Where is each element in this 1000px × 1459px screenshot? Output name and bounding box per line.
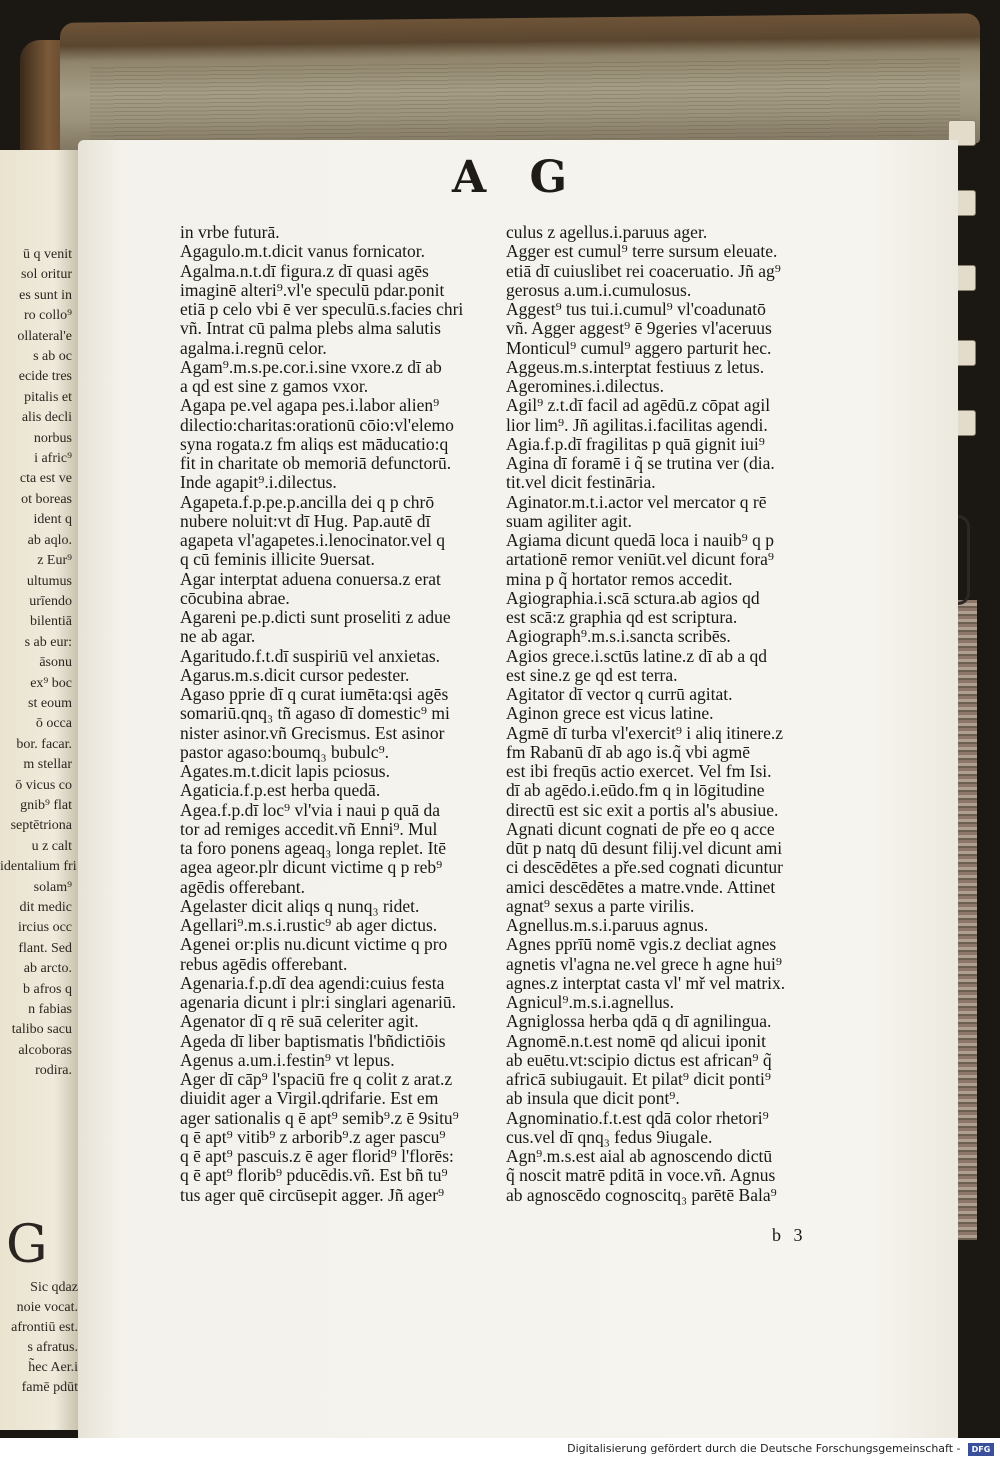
- text-line: Agmē dī turba vl'exercit⁹ i aliq itinere.z: [506, 722, 784, 743]
- text-line: m stellar: [23, 757, 72, 773]
- text-line: agalma.i.regnū celor.: [180, 337, 327, 358]
- text-line: s afratus.: [27, 1340, 78, 1355]
- text-line: Agaso pprie dī q curat iumēta:qsi agēs: [180, 684, 449, 704]
- dfg-logo: DFG: [968, 1443, 994, 1456]
- text-line: ultumus: [26, 573, 72, 589]
- text-line: Agnes pprīū nomē vgis.z decliat agnes: [506, 934, 777, 955]
- text-line: ro collo⁹: [23, 308, 72, 324]
- text-line: Inde agapit⁹.i.dilectus.: [180, 472, 337, 493]
- text-line: rodira.: [35, 1063, 72, 1079]
- text-line: agapeta vl'agapetes.i.lenocinator.vel q: [180, 530, 446, 550]
- text-line: gnib⁹ flat: [20, 797, 72, 813]
- text-line: ot boreas: [21, 491, 72, 507]
- text-line: dilectio:charitas:orationū cōio:vl'elemo: [180, 414, 454, 435]
- text-line: diuidit ager a Virgil.qdrifarie. Est em: [180, 1088, 439, 1109]
- text-line: culus z agellus.i.paruus ager.: [506, 223, 708, 242]
- text-line: septētriona: [10, 818, 72, 834]
- text-line: est scā:z graphia qd est scriptura.: [506, 607, 738, 627]
- text-line: ō occa: [35, 716, 72, 732]
- text-line: Agea.f.p.dī loc⁹ vl'via i naui p quā da: [180, 799, 441, 820]
- text-line: q ē apt⁹ florib⁹ pducēdis.vñ. Est bñ tu⁹: [180, 1165, 448, 1186]
- text-line: Agiographia.i.scā sctura.ab agios qd: [506, 587, 760, 608]
- text-line: pitalis et: [24, 389, 72, 405]
- text-line: Agenaria.f.p.dī dea agendi:cuius festa: [180, 972, 445, 993]
- text-line: ab agnoscēdo cognoscitq₃ parētē Bala⁹: [506, 1184, 777, 1205]
- text-line: n fabias: [28, 1002, 72, 1018]
- text-line: gerosus a.um.i.cumulosus.: [506, 279, 692, 300]
- text-line: est ibi freqūs actio exercet. Vel fm Isi.: [506, 761, 772, 781]
- text-line: Agagulo.m.t.dicit vanus fornicator.: [180, 241, 425, 262]
- text-line: artationē remor veniūt.vel dicunt fora⁹: [506, 549, 775, 570]
- text-line: Agnominatio.f.t.est qdā color rhetori⁹: [506, 1107, 769, 1128]
- left-page-bottom-fragments: [4, 1278, 78, 1398]
- text-line: vñ. Agger aggest⁹ ē 9geries vl'aceruus: [506, 318, 772, 339]
- text-line: agnat⁹ sexus a parte virilis.: [506, 895, 695, 916]
- text-line: u z calt: [31, 838, 72, 854]
- text-line: Ageromines.i.dilectus.: [506, 376, 664, 396]
- text-line: solam⁹: [33, 879, 72, 895]
- text-line: Agaticia.f.p.est herba quedā.: [180, 780, 381, 801]
- text-line: q̃ noscit matrē pditā in voce.vñ. Agnus: [506, 1165, 776, 1186]
- text-line: st eoum: [28, 695, 72, 711]
- text-line: famē pdūt: [21, 1380, 78, 1395]
- text-line: rebus agēdis offerebant.: [180, 953, 348, 974]
- text-line: ū q venit: [23, 247, 72, 262]
- text-line: imaginē alteri⁹.vl'e speculū pdar.ponit: [180, 279, 445, 300]
- text-line: Agina dī foramē i q̃ se trutina ver (dia.: [506, 453, 775, 473]
- text-line: Agil⁹ z.t.dī facil ad agēdū.z cōpat agil: [506, 395, 771, 416]
- text-line: z Eur⁹: [37, 553, 72, 569]
- text-line: alcoboras: [18, 1042, 72, 1058]
- text-line: nubere noluit:vt dī Hug. Pap.autē dī: [180, 510, 431, 531]
- text-line: africā subiugauit. Et pilat⁹ dicit ponti⁹: [506, 1069, 771, 1089]
- text-line: cus.vel dī qnq₃ fedus 9iugale.: [506, 1126, 713, 1147]
- text-line: agnetis vl'agna ne.vel grece h agne hui⁹: [506, 953, 783, 974]
- text-line: s ab oc: [33, 349, 72, 365]
- text-line: ecide tres: [18, 369, 72, 385]
- text-line: est sine.z ge qd est terra.: [506, 664, 678, 685]
- text-line: ō vicus co: [15, 777, 72, 793]
- text-line: ne ab agar.: [180, 626, 256, 647]
- left-page-text-fragments: [0, 245, 78, 1082]
- text-line: lior lim⁹. Jñ agilitas.i.facilitas agendi.: [506, 414, 768, 435]
- text-line: etiā dī cuiuslibet rei coaceruatio. Jñ ag⁹: [506, 260, 781, 281]
- text-line: vñ. Intrat cū palma plebs alma salutis: [180, 318, 441, 339]
- text-line: āsonu: [39, 655, 72, 671]
- text-line: Agnellus.m.s.i.paruus agnus.: [506, 915, 709, 935]
- text-line: tus ager quē circūsepit agger. Jñ ager⁹: [180, 1184, 445, 1205]
- text-line: identalium fri: [0, 859, 77, 875]
- text-line: dit medic: [19, 900, 72, 915]
- text-line: Monticul⁹ cumul⁹ aggero parturit hec.: [506, 337, 772, 358]
- text-line: Agellari⁹.m.s.i.rustic⁹ ab ager dictus.: [180, 915, 438, 935]
- text-line: s ab eur:: [24, 634, 72, 650]
- text-line: dūt p natq dū desunt filij.vel dicunt ami: [506, 838, 783, 858]
- left-text-column: [180, 223, 496, 1205]
- text-line: cta est ve: [19, 471, 72, 487]
- text-line: ta foro ponens ageaq₃ longa replet. Itē: [180, 838, 447, 858]
- text-line: bilentiā: [30, 614, 72, 630]
- text-line: amici descēdētes a matre.vnde. Attinet: [506, 876, 776, 897]
- left-facing-page: [0, 150, 78, 1430]
- text-line: Aginon grece est vicus latine.: [506, 703, 714, 724]
- text-line: suam agiliter agit.: [506, 510, 632, 531]
- text-line: ollateral'e: [17, 328, 72, 344]
- text-line: agnes.z interptat casta vl' mř vel matrix.: [506, 972, 786, 993]
- text-line: Agenator dī q rē suā celeriter agit.: [180, 1011, 419, 1032]
- text-line: afrontiū est.: [11, 1320, 78, 1335]
- text-line: ircius occ: [17, 920, 72, 936]
- text-line: talibo sacu: [11, 1022, 72, 1038]
- text-line: ci descēdētes a pře.sed cognati dicuntur: [506, 857, 783, 878]
- text-line: Agnati dicunt cognati de pře eo q acce: [506, 818, 775, 839]
- text-line: agenaria dicunt i plr:i singlari agenariū.: [180, 992, 457, 1012]
- text-line: Aggest⁹ tus tui.i.cumul⁹ vl'coadunatō: [506, 299, 766, 319]
- text-line: ab insula que dicit pont⁹.: [506, 1088, 680, 1109]
- text-line: fm Rabanū dī ab ago is.q̃ vbi agmē: [506, 741, 750, 762]
- text-line: a qd est sine z gamos vxor.: [180, 376, 369, 396]
- text-line: Agiama dicunt quedā loca i nauib⁹ q p: [506, 530, 775, 550]
- text-line: ab euētu.vt:scipio dictus est african⁹ q̃: [506, 1049, 772, 1070]
- text-line: nister asinor.vñ Grecismus. Est asinor: [180, 722, 445, 743]
- right-text-column: [506, 223, 822, 1205]
- text-line: Agniglossa herba qdā q dī agnilingua.: [506, 1011, 772, 1032]
- text-line: fit in charitate ob memoriā defunctorū.: [180, 453, 452, 473]
- text-line: Agam⁹.m.s.pe.cor.i.sine vxore.z dī ab: [180, 356, 442, 377]
- text-line: agēdis offerebant.: [180, 876, 306, 897]
- text-line: Agareni pe.p.dicti sunt proseliti z adue: [180, 607, 451, 627]
- text-line: ex⁹ boc: [30, 675, 72, 691]
- text-line: i afric⁹: [34, 451, 72, 467]
- text-line: q cū feminis illicite 9uersat.: [180, 549, 375, 570]
- signature-mark: b 3: [772, 1225, 807, 1245]
- text-line: Agar interptat aduena conuersa.z erat: [180, 568, 441, 589]
- text-line: b afros q: [23, 981, 72, 997]
- text-line: Agapeta.f.p.pe.p.ancilla dei q p chrō: [180, 491, 435, 512]
- text-line: tor ad remiges accedit.vñ Enni⁹. Mul: [180, 818, 438, 839]
- text-line: directū est sic exit a portis al's abusiue.: [506, 799, 779, 820]
- text-line: Agnicul⁹.m.s.i.agnellus.: [506, 992, 674, 1012]
- text-line: etiā p celo vbi ē ver speculū.s.facies chri: [180, 299, 464, 319]
- text-line: Agates.m.t.dicit lapis pciosus.: [180, 761, 390, 781]
- text-line: Agapa pe.vel agapa pes.i.labor alien⁹: [180, 395, 440, 416]
- text-line: Agger est cumul⁹ terre sursum eleuate.: [506, 241, 778, 262]
- text-line: Sic qdaz: [30, 1280, 78, 1295]
- text-line: tit.vel dicit festināria.: [506, 472, 656, 493]
- text-line: ident q: [33, 512, 72, 528]
- text-line: h̃ec Aer.i: [28, 1360, 78, 1375]
- text-line: urīendo: [29, 593, 72, 609]
- text-line: Agenus a.um.i.festin⁹ vt lepus.: [180, 1049, 395, 1070]
- text-line: somariū.qnq₃ tñ agaso dī domestic⁹ mi: [180, 703, 450, 724]
- text-line: pastor agaso:boumq₃ bubulc⁹.: [180, 741, 390, 762]
- text-line: Aggeus.m.s.interptat festiuus z letus.: [506, 356, 765, 377]
- text-line: dī ab agēdo.i.eūdo.fm q in lōgitudine: [506, 780, 765, 801]
- text-line: mina p q̃ hortator remos accedit.: [506, 568, 733, 589]
- text-line: Agn⁹.m.s.est aial ab agnoscendo dictū: [506, 1146, 773, 1166]
- text-line: Agaritudo.f.t.dī suspiriū vel anxietas.: [180, 645, 441, 666]
- text-line: Agnomē.n.t.est nomē qd alicui iponit: [506, 1030, 767, 1051]
- text-line: Agelaster dicit aliqs q nunq₃ ridet.: [180, 895, 420, 916]
- text-line: Agarus.m.s.dicit cursor pedester.: [180, 664, 410, 685]
- text-line: Agalma.n.t.dī figura.z dī quasi agēs: [180, 260, 429, 281]
- text-line: in vrbe futurā.: [180, 223, 280, 242]
- page-header-letters: A G: [452, 152, 582, 203]
- text-line: es sunt in: [19, 287, 72, 303]
- text-line: cōcubina abrae.: [180, 587, 290, 608]
- text-line: agea ageor.plr dicunt victime q p reb⁹: [180, 857, 443, 878]
- text-line: syna rogata.z fm aliqs est māducatio:q: [180, 433, 449, 454]
- text-line: norbus: [33, 430, 72, 446]
- text-line: ager sationalis q ē apt⁹ semib⁹.z ē 9situ⁹: [180, 1107, 459, 1128]
- text-line: alis decli: [21, 410, 72, 426]
- text-line: sol oritur: [21, 267, 72, 283]
- text-line: Agitator dī vector q currū agitat.: [506, 684, 733, 704]
- text-line: q ē apt⁹ pascuis.z ē ager florid⁹ l'florēs:: [180, 1146, 454, 1166]
- text-line: q ē apt⁹ vitib⁹ z arborib⁹.z ager pascu⁹: [180, 1126, 446, 1147]
- text-line: Agia.f.p.dī fragilitas p quā gignit iui⁹: [506, 433, 765, 454]
- text-line: Agenei or:plis nu.dicunt victime q pro: [180, 934, 448, 955]
- text-line: Agiograph⁹.m.s.i.sancta scribēs.: [506, 626, 731, 647]
- text-line: Ageda dī liber baptismatis l'bñdictiōis: [180, 1030, 446, 1051]
- text-line: bor. facar.: [16, 736, 72, 752]
- footer-bar: [0, 1438, 1000, 1459]
- book-top-edge: [60, 13, 980, 153]
- text-line: Aginator.m.t.i.actor vel mercator q rē: [506, 491, 767, 512]
- text-line: ab aqlo.: [27, 532, 72, 548]
- left-page-initial: G: [6, 1215, 48, 1275]
- text-line: Agios grece.i.sctūs latine.z dī ab a qd: [506, 645, 767, 666]
- text-line: ab arcto.: [23, 961, 72, 977]
- text-line: flant. Sed: [18, 940, 72, 956]
- text-line: Ager dī cāp⁹ l'spaciū fre q colit z arat.z: [180, 1069, 453, 1089]
- text-line: noie vocat.: [16, 1300, 78, 1315]
- footer-text: Digitalisierung gefördert durch die Deutsche Forschungsgemeinschaft -: [567, 1442, 961, 1455]
